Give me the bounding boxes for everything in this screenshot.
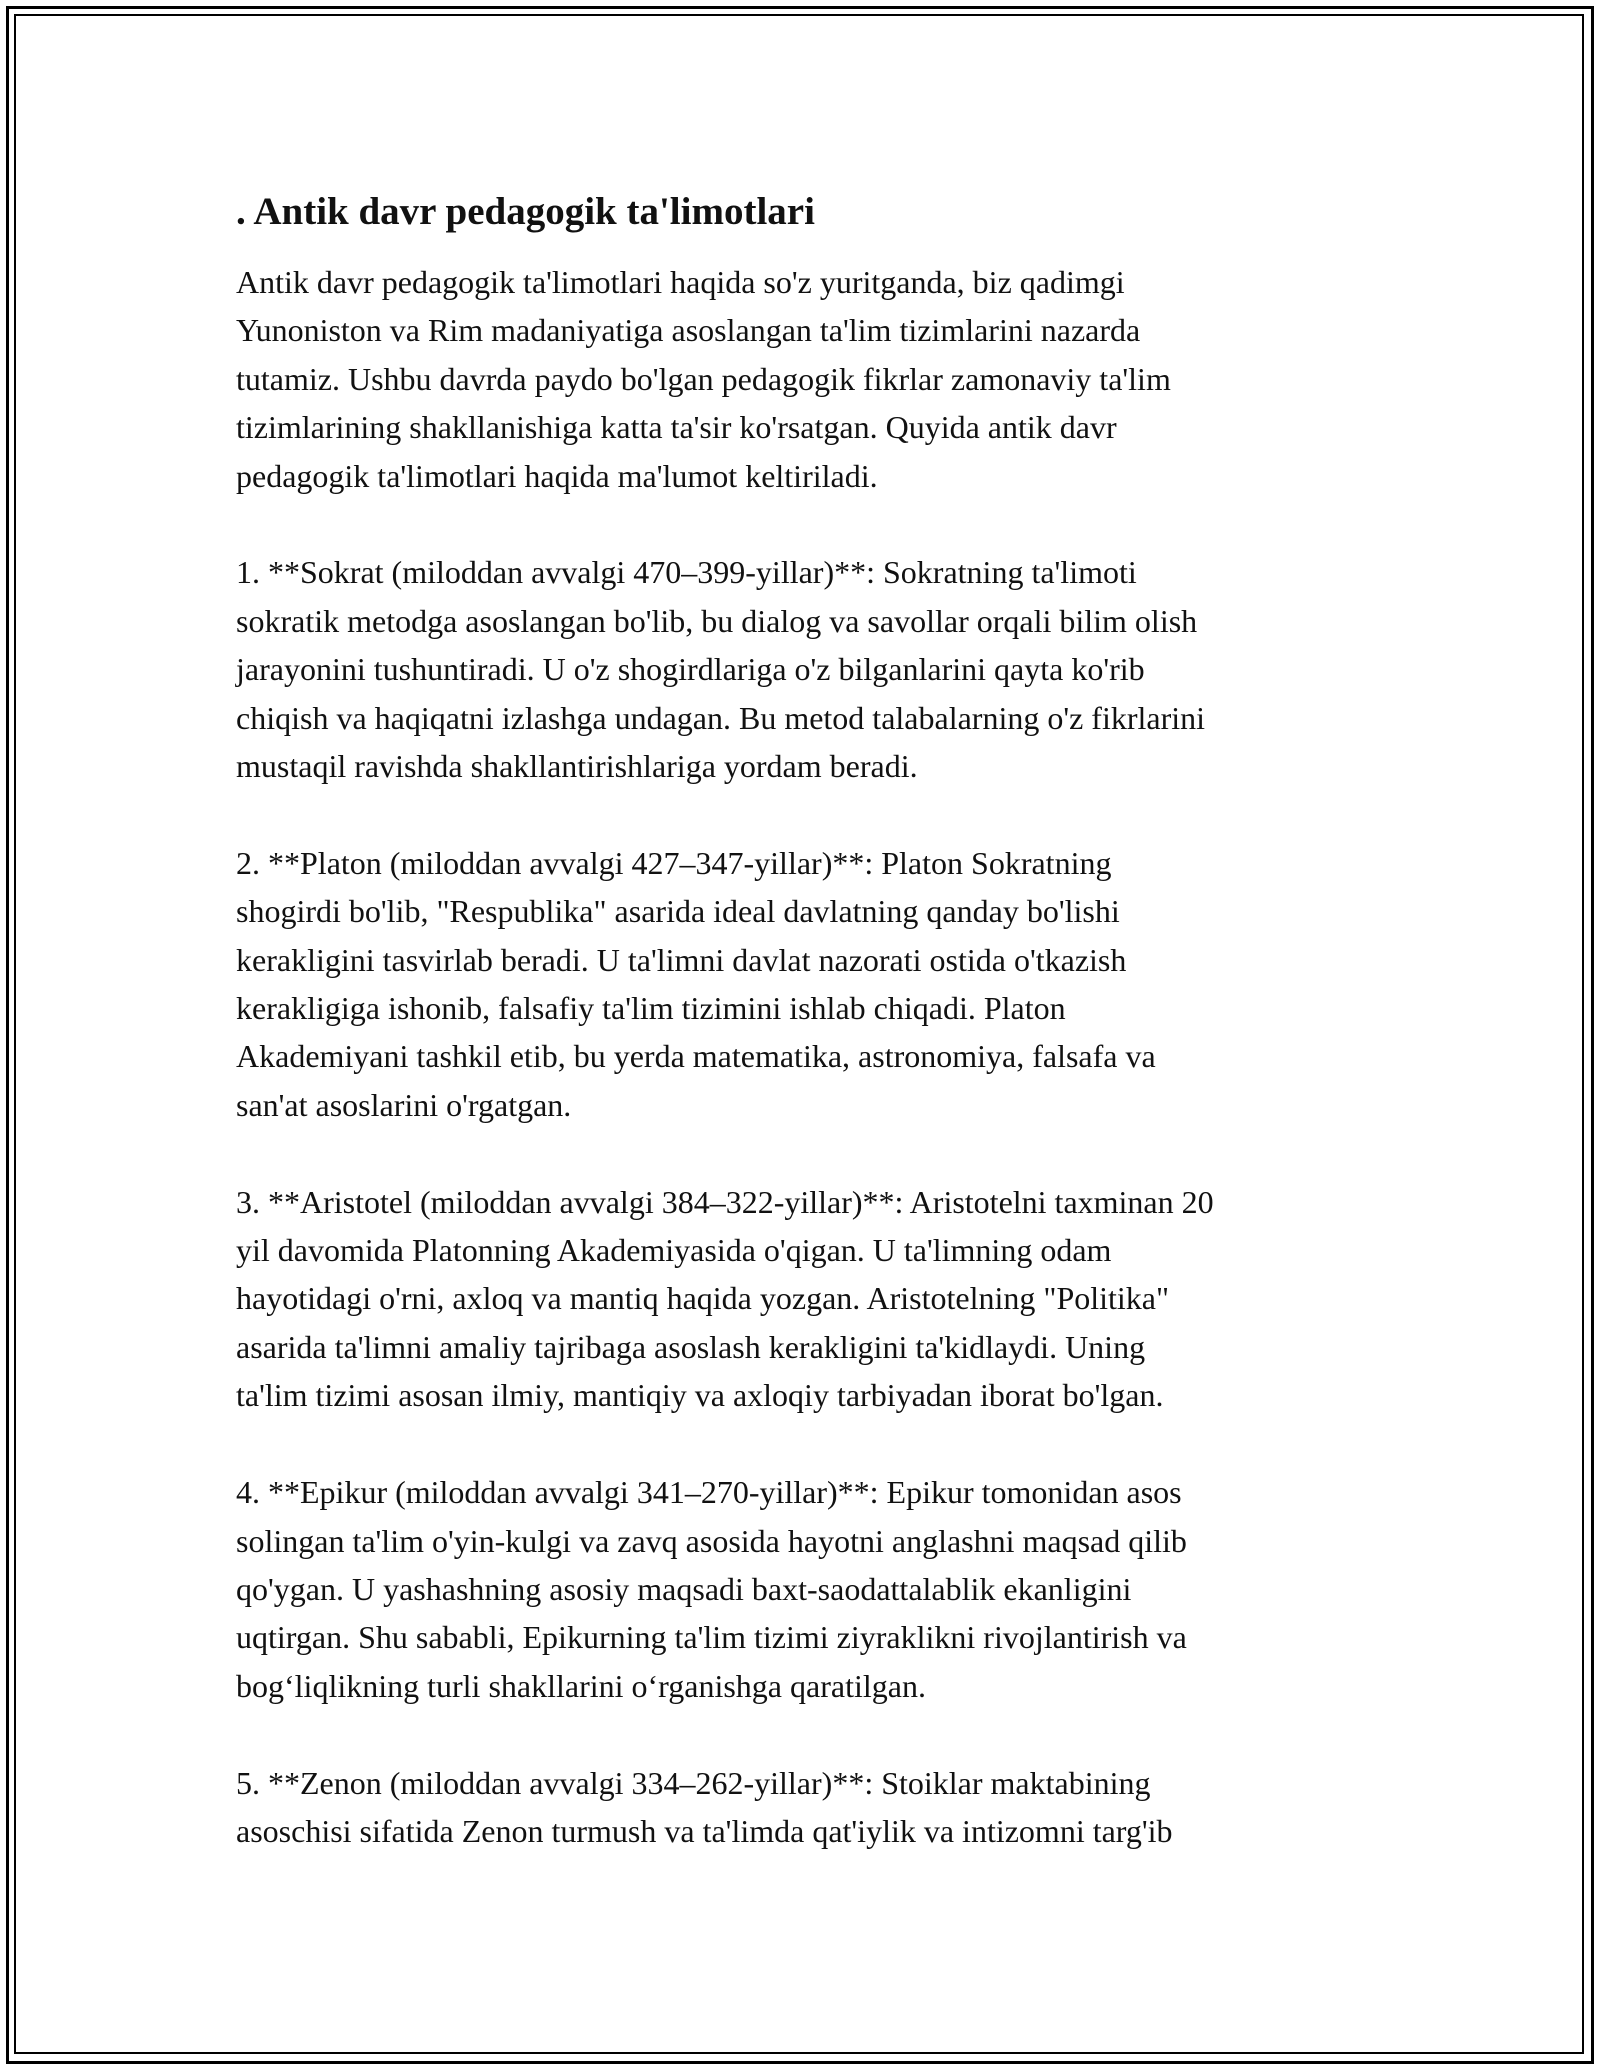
document-body: [236, 186, 1376, 1904]
paragraph-sokrat: 1. **Sokrat (miloddan avvalgi 470–399-yillar)**: Sokratning ta'limoti sokratik metodga asoslangan bo'lib, bu dialog va savollar orqali bilim olish jarayonini tushuntiradi. U o'z shogirdlariga o'z bilganlarini qayta ko'rib chiqish va haqiqatni izlashga undagan. Bu metod talabalarning o'z fikrlarini mustaqil ravishda shakllantirishlariga yordam beradi.: [236, 554, 1206, 785]
paragraph-epikur: 4. **Epikur (miloddan avvalgi 341–270-yillar)**: Epikur tomonidan asos solingan ta'lim o'yin-kulgi va zavq asosida hayotni anglashni maqsad qilib qo'ygan. U yashashning asosiy maqsadi baxt-saodattalablik ekanligini uqtirgan. Shu sababli, Epikurning ta'lim tizimi ziyraklikni rivojlantirish va bog‘liqlikning turli shakllarini o‘rganishga qaratilgan.: [236, 1474, 1187, 1704]
document-title: . Antik davr pedagogik ta'limotlari: [236, 190, 815, 233]
paragraph-platon: 2. **Platon (miloddan avvalgi 427–347-yillar)**: Platon Sokratning shogirdi bo'lib, "Respublika" asarida ideal davlatning qanday bo'lishi kerakligini tasvirlab beradi. U ta'limni davlat nazorati ostida o'tkazish kerakligiga ishonib, falsafiy ta'lim tizimini ishlab chiqadi. Platon Akademiyani tashkil etib, bu yerda matematika, astronomiya, falsafa va san'at asoslarini o'rgatgan.: [236, 844, 1156, 1123]
intro-paragraph: Antik davr pedagogik ta'limotlari haqida so'z yuritganda, biz qadimgi Yunoniston va Rim madaniyatiga asoslangan ta'lim tizimlarini nazarda tutamiz. Ushbu davrda paydo bo'lgan pedagogik fikrlar zamonaviy ta'lim tizimlarining shakllanishiga katta ta'sir ko'rsatgan. Quyida antik davr pedagogik ta'limotlari haqida ma'lumot keltiriladi.: [236, 264, 1171, 494]
paragraph-aristotel: 3. **Aristotel (miloddan avvalgi 384–322-yillar)**: Aristotelni taxminan 20 yil davomida Platonning Akademiyasida o'qigan. U ta'limning odam hayotidagi o'rni, axloq va mantiq haqida yozgan. Aristotelning "Politika" asarida ta'limni amaliy tajribaga asoslash kerakligini ta'kidlaydi. Uning ta'lim tizimi asosan ilmiy, mantiqiy va axloqiy tarbiyadan iborat bo'lgan.: [236, 1183, 1214, 1414]
paragraph-zenon: 5. **Zenon (miloddan avvalgi 334–262-yillar)**: Stoiklar maktabining asoschisi sifatida Zenon turmush va ta'limda qat'iylik va intizomni targ'ib: [236, 1764, 1173, 1849]
